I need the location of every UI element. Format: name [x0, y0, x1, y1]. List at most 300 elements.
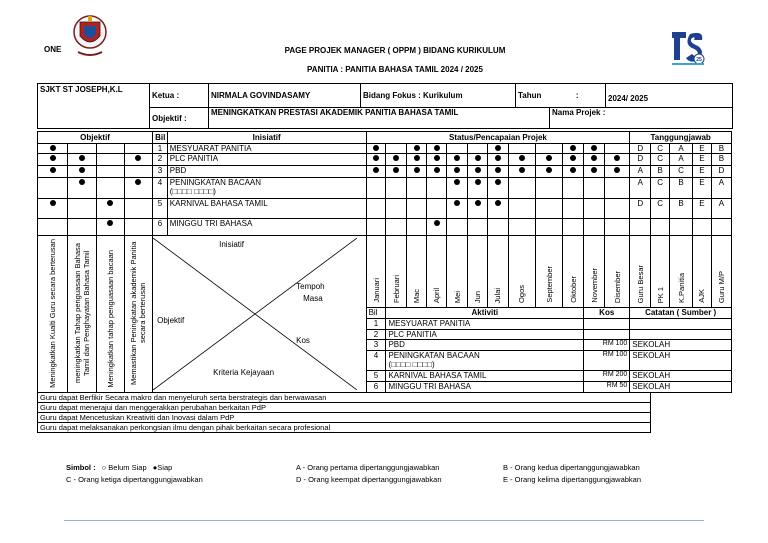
initiative-name-line1: PENINGKATAN BACAAN — [169, 178, 262, 187]
month-status-cell — [447, 166, 468, 178]
month-label: Disember — [612, 270, 622, 304]
siap-dot-icon — [434, 145, 440, 151]
month-status-cell — [605, 154, 630, 166]
diagram-tempoh-label: Tempoh — [296, 282, 325, 291]
activity-catatan: SEKOLAH — [630, 382, 732, 393]
initiative-name — [167, 219, 366, 236]
month-status-cell — [427, 219, 447, 236]
role-header-cell — [711, 236, 731, 308]
siap-dot-icon — [79, 155, 85, 161]
month-status-cell — [468, 144, 488, 154]
activity-catatan-header: Catatan ( Sumber ) — [630, 308, 732, 319]
activity-bil: 6 — [366, 382, 386, 393]
siap-dot-icon — [79, 179, 85, 185]
siap-dot-icon — [50, 200, 56, 206]
month-status-cell — [427, 144, 447, 154]
objective-vertical-text: Meningkatkan tahap penguasaan bacaan — [105, 250, 115, 388]
footer-divider — [64, 520, 704, 521]
tanggungjawab-cell: C — [651, 154, 670, 166]
month-status-cell — [407, 178, 427, 199]
activity-bil: 2 — [366, 329, 386, 340]
header-one-label: ONE — [44, 45, 62, 54]
diagram-inisiatif-label: Inisiatif — [219, 240, 245, 249]
month-status-cell — [536, 199, 563, 219]
siap-dot-icon — [373, 145, 379, 151]
month-status-cell — [468, 199, 488, 219]
activity-name — [386, 329, 584, 340]
tanggungjawab-cell: D — [630, 154, 651, 166]
role-label: Guru M/P — [716, 270, 726, 304]
siap-dot-icon — [519, 167, 525, 173]
siap-dot-icon — [373, 155, 379, 161]
month-status-cell — [536, 154, 563, 166]
objective-vertical-text: Memastikan Peningkatan akademik Panitia secara berterusan — [129, 241, 148, 385]
objective-vertical-cell — [124, 236, 152, 393]
month-header-cell — [487, 236, 508, 308]
month-label: Februari — [391, 275, 401, 304]
siap-dot-icon — [475, 179, 481, 185]
siap-dot-icon — [570, 145, 576, 151]
objective-vertical-cell — [68, 236, 96, 393]
activity-kos — [584, 318, 630, 329]
objective-mark-cell — [68, 144, 96, 154]
month-status-cell — [508, 154, 535, 166]
criteria-text: Guru dapat melaksanakan perkongsian ilmu dengan pihak berkaitan secara profesional — [38, 423, 651, 433]
objective-mark-cell — [124, 178, 152, 199]
timeline-header-row — [38, 236, 732, 308]
siap-dot-icon — [414, 145, 420, 151]
month-status-cell — [386, 178, 407, 199]
activity-name-line1: PLC PANITIA — [388, 329, 437, 339]
month-header-cell — [536, 236, 563, 308]
month-status-cell — [508, 219, 535, 236]
activity-kos: RM 100 — [584, 351, 630, 371]
objective-mark-cell — [68, 199, 96, 219]
tanggungjawab-cell: B — [711, 144, 731, 154]
initiative-bil: 4 — [153, 178, 168, 199]
initiative-row — [38, 178, 732, 199]
page-subtitle: PANITIA : PANITIA BAHASA TAMIL 2024 / 2025 — [307, 65, 483, 74]
month-status-cell — [366, 144, 386, 154]
tanggungjawab-cell: E — [693, 166, 712, 178]
siap-dot-icon — [570, 167, 576, 173]
tanggungjawab-cell: C — [651, 144, 670, 154]
activity-catatan: SEKOLAH — [630, 351, 732, 371]
initiative-bil: 3 — [153, 166, 168, 178]
siap-dot-icon — [135, 155, 141, 161]
initiative-name — [167, 178, 366, 199]
month-status-cell — [447, 178, 468, 199]
month-status-cell — [468, 166, 488, 178]
month-status-cell — [447, 199, 468, 219]
month-status-cell — [584, 178, 605, 199]
objective-mark-cell — [124, 154, 152, 166]
initiative-name — [167, 166, 366, 178]
month-status-cell — [563, 144, 584, 154]
month-status-cell — [386, 219, 407, 236]
objective-mark-cell — [38, 199, 68, 219]
sekolah-25-logo — [668, 26, 708, 66]
legend-a: A - Orang pertama dipertanggungjawabkan — [296, 463, 440, 472]
month-status-cell — [584, 219, 605, 236]
role-header-cell — [670, 236, 693, 308]
month-label: Ogos — [517, 285, 527, 304]
siap-dot-icon — [393, 167, 399, 173]
objective-mark-cell — [124, 166, 152, 178]
siap-dot-icon — [570, 155, 576, 161]
month-status-cell — [487, 178, 508, 199]
role-header-cell — [651, 236, 670, 308]
month-status-cell — [605, 219, 630, 236]
initiative-name — [167, 199, 366, 219]
objective-mark-cell — [96, 178, 124, 199]
legend-simbol — [66, 463, 172, 472]
criteria-row — [38, 413, 732, 423]
bil-column-header: Bil — [153, 132, 168, 144]
role-header-cell — [630, 236, 651, 308]
tanggungjawab-cell: E — [693, 199, 712, 219]
school-name: SJKT ST JOSEPH,K.L — [38, 84, 150, 129]
criteria-text: Guru dapat menerajui dan menggerakkan perubahan berkaitan PdP — [38, 403, 651, 413]
tanggungjawab-cell: D — [630, 144, 651, 154]
objective-mark-cell — [38, 144, 68, 154]
month-header-cell — [563, 236, 584, 308]
activity-bil: 3 — [366, 340, 386, 351]
initiative-bil: 1 — [153, 144, 168, 154]
month-status-cell — [508, 178, 535, 199]
month-status-cell — [487, 154, 508, 166]
month-status-cell — [468, 154, 488, 166]
initiative-name-line2: (□□□□ □□□□) — [169, 187, 216, 196]
activity-name — [386, 371, 584, 382]
objective-mark-cell — [38, 166, 68, 178]
month-label: September — [544, 266, 554, 304]
tanggungjawab-cell: E — [693, 178, 712, 199]
siap-dot-icon — [434, 155, 440, 161]
info-table — [37, 83, 733, 129]
month-status-cell — [468, 178, 488, 199]
tanggungjawab-cell: B — [651, 166, 670, 178]
siap-dot-icon — [614, 167, 620, 173]
siap-dot-icon — [50, 167, 56, 173]
siap-dot-icon — [495, 167, 501, 173]
tanggungjawab-cell: D — [711, 166, 731, 178]
initiative-name-line1: KARNIVAL BAHASA TAMIL — [169, 199, 268, 208]
objektif-value: MENINGKATKAN PRESTASI AKADEMIK PANITIA BAHASA TAMIL — [209, 108, 550, 129]
initiative-bil: 6 — [153, 219, 168, 236]
month-status-cell — [427, 178, 447, 199]
diagram-kriteria-label: Kriteria Kejayaan — [213, 368, 275, 377]
objective-vertical-cell — [38, 236, 68, 393]
initiative-row — [38, 144, 732, 154]
activity-name-line1: MINGGU TRI BAHASA — [388, 382, 471, 392]
legend-c: C - Orang ketiga dipertanggungjawabkan — [66, 475, 203, 484]
objective-mark-cell — [124, 199, 152, 219]
siap-dot-icon — [546, 167, 552, 173]
tanggungjawab-cell: C — [651, 199, 670, 219]
month-status-cell — [605, 199, 630, 219]
siap-dot-icon — [107, 220, 113, 226]
activity-name-line1: PBD — [388, 340, 405, 350]
siap-dot-icon — [495, 200, 501, 206]
objective-mark-cell — [68, 154, 96, 166]
month-status-cell — [386, 154, 407, 166]
month-header-cell — [468, 236, 488, 308]
objective-mark-cell — [68, 166, 96, 178]
activity-kos: RM 50 — [584, 382, 630, 393]
objective-mark-cell — [68, 178, 96, 199]
month-status-cell — [386, 199, 407, 219]
month-status-cell — [487, 144, 508, 154]
objective-mark-cell — [68, 219, 96, 236]
month-status-cell — [605, 166, 630, 178]
month-status-cell — [605, 144, 630, 154]
month-label: April — [432, 288, 442, 304]
tanggungjawab-cell: D — [630, 199, 651, 219]
tanggungjawab-cell — [693, 219, 712, 236]
siap-dot-icon — [454, 200, 460, 206]
objektif-label: Objektif : — [150, 108, 209, 129]
status-column-header: Status/Pencapaian Projek — [366, 132, 630, 144]
tanggungjawab-cell — [651, 219, 670, 236]
criteria-row — [38, 423, 732, 433]
role-label: PK 1 — [655, 286, 665, 304]
month-status-cell — [508, 166, 535, 178]
siap-dot-icon — [495, 145, 501, 151]
tanggungjawab-cell: B — [711, 154, 731, 166]
month-header-cell — [427, 236, 447, 308]
siap-dot-icon — [495, 179, 501, 185]
inisiatif-column-header: Inisiatif — [167, 132, 366, 144]
legend-simbol-label: Simbol : — [66, 463, 96, 472]
tanggungjawab-cell: A — [711, 199, 731, 219]
activity-catatan: SEKOLAH — [630, 371, 732, 382]
initiative-name — [167, 144, 366, 154]
month-status-cell — [427, 166, 447, 178]
diagram-masa-label: Masa — [303, 294, 323, 303]
activity-kos — [584, 329, 630, 340]
activity-kos-header: Kos — [584, 308, 630, 319]
objektif-column-header: Objektif — [38, 132, 153, 144]
siap-dot-icon — [393, 155, 399, 161]
oppm-grid — [37, 131, 732, 433]
siap-dot-icon — [475, 167, 481, 173]
siap-dot-icon — [454, 155, 460, 161]
siap-dot-icon — [50, 155, 56, 161]
role-label: K.Panitia — [676, 273, 686, 304]
month-header-cell — [584, 236, 605, 308]
role-label: Guru Besar — [635, 264, 645, 304]
month-label: November — [589, 268, 599, 304]
initiative-row — [38, 154, 732, 166]
month-label: Julai — [493, 287, 503, 304]
tanggungjawab-cell: A — [711, 178, 731, 199]
activity-kos: RM 200 — [584, 371, 630, 382]
month-status-cell — [366, 219, 386, 236]
role-label: AJK — [697, 289, 707, 304]
activity-name — [386, 318, 584, 329]
siap-dot-icon — [454, 167, 460, 173]
objective-mark-cell — [96, 199, 124, 219]
month-status-cell — [487, 166, 508, 178]
activity-name — [386, 340, 584, 351]
month-status-cell — [508, 199, 535, 219]
siap-dot-icon — [373, 167, 379, 173]
month-status-cell — [536, 178, 563, 199]
month-header-cell — [407, 236, 427, 308]
school-crest-logo — [72, 12, 108, 60]
month-label: Oktober — [568, 276, 578, 304]
activity-catatan — [630, 329, 732, 340]
objective-mark-cell — [96, 219, 124, 236]
month-status-cell — [536, 166, 563, 178]
page-title: PAGE PROJEK MANAGER ( OPPM ) BIDANG KURIKULUM — [284, 46, 506, 55]
month-label: Mei — [452, 290, 462, 304]
month-status-cell — [366, 154, 386, 166]
month-status-cell — [563, 166, 584, 178]
objective-vertical-text: meningkatkan Tahap penguasaan Bahasa Tamil dan Penghayatan Bahasa Tamil — [72, 243, 91, 383]
objective-mark-cell — [38, 219, 68, 236]
month-status-cell — [487, 199, 508, 219]
month-header-cell — [447, 236, 468, 308]
siap-dot-icon — [50, 145, 56, 151]
siap-dot-icon — [107, 200, 113, 206]
tanggungjawab-cell: C — [670, 166, 693, 178]
activity-name-line1: PENINGKATAN BACAAN — [388, 351, 480, 361]
month-status-cell — [563, 178, 584, 199]
activity-name — [386, 351, 584, 371]
activity-bil: 5 — [366, 371, 386, 382]
month-status-cell — [447, 144, 468, 154]
siap-dot-icon — [434, 220, 440, 226]
month-status-cell — [386, 144, 407, 154]
month-status-cell — [563, 199, 584, 219]
month-status-cell — [487, 219, 508, 236]
criteria-text: Guru dapat Berfikir Secara makro dan menyeluruh serta berstrategis dan berwawasan — [38, 393, 651, 403]
month-status-cell — [407, 219, 427, 236]
objective-mark-cell — [96, 144, 124, 154]
siap-dot-icon — [414, 167, 420, 173]
month-status-cell — [407, 144, 427, 154]
legend-d: D - Orang keempat dipertanggungjawabkan — [296, 475, 442, 484]
oppm-diagram-cell — [153, 236, 366, 393]
month-status-cell — [366, 199, 386, 219]
siap-dot-icon — [135, 179, 141, 185]
objective-mark-cell — [124, 144, 152, 154]
month-label: Januari — [371, 278, 381, 304]
siap-dot-icon — [79, 167, 85, 173]
activity-name-line1: KARNIVAL BAHASA TAMIL — [388, 371, 487, 381]
initiative-bil: 2 — [153, 154, 168, 166]
siap-dot-icon — [475, 155, 481, 161]
month-status-cell — [508, 144, 535, 154]
activity-name-line1: MESYUARAT PANITIA — [388, 318, 471, 328]
month-header-cell — [508, 236, 535, 308]
activity-bil-header: Bil — [366, 308, 386, 319]
tahun-value: 2024/ 2025 — [606, 84, 733, 108]
tanggungjawab-cell: E — [693, 154, 712, 166]
initiative-name-line1: MESYUARAT PANITIA — [169, 144, 252, 153]
initiative-name — [167, 154, 366, 166]
role-header-cell — [693, 236, 712, 308]
tanggungjawab-cell — [670, 219, 693, 236]
tanggungjawab-cell: A — [670, 154, 693, 166]
siap-dot-icon — [454, 179, 460, 185]
legend-belum-siap: ○ Belum Siap — [101, 463, 147, 472]
legend-e: E - Orang kelima dipertanggungjawabkan — [503, 475, 641, 484]
month-status-cell — [584, 144, 605, 154]
criteria-text: Guru dapat Mencetuskan Kreativiti dan Inovasi dalam PdP — [38, 413, 651, 423]
criteria-row — [38, 393, 732, 403]
month-status-cell — [563, 154, 584, 166]
siap-dot-icon — [591, 155, 597, 161]
tahun-colon: : — [550, 84, 606, 108]
objective-vertical-text: Meningkatkan Kualti Guru secara berterusan — [48, 239, 58, 388]
siap-dot-icon — [495, 155, 501, 161]
month-status-cell — [605, 178, 630, 199]
tanggungjawab-cell — [711, 219, 731, 236]
diagram-kos-label: Kos — [296, 336, 310, 345]
objective-vertical-cell — [96, 236, 124, 393]
objective-mark-cell — [96, 166, 124, 178]
month-label: Mac — [412, 288, 422, 304]
activity-bil: 1 — [366, 318, 386, 329]
month-status-cell — [468, 219, 488, 236]
month-status-cell — [427, 154, 447, 166]
tanggungjawab-cell: B — [670, 178, 693, 199]
tanggungjawab-cell: A — [670, 144, 693, 154]
svg-text:25: 25 — [696, 57, 702, 63]
siap-dot-icon — [614, 155, 620, 161]
activity-name-line2: (□□□□ □□□□) — [388, 360, 435, 370]
activity-kos: RM 100 — [584, 340, 630, 351]
objective-mark-cell — [38, 154, 68, 166]
tanggungjawab-cell: E — [693, 144, 712, 154]
siap-dot-icon — [519, 155, 525, 161]
activity-bil: 4 — [366, 351, 386, 371]
initiative-row — [38, 199, 732, 219]
nama-projek-label: Nama Projek : — [550, 108, 733, 129]
tanggungjawab-cell: A — [630, 166, 651, 178]
month-status-cell — [447, 219, 468, 236]
siap-dot-icon — [414, 155, 420, 161]
month-status-cell — [584, 166, 605, 178]
criteria-row — [38, 403, 732, 413]
siap-dot-icon — [475, 200, 481, 206]
month-status-cell — [447, 154, 468, 166]
tanggungjawab-cell: B — [670, 199, 693, 219]
ketua-label: Ketua : — [150, 84, 209, 108]
month-status-cell — [407, 166, 427, 178]
month-label: Jun — [473, 290, 482, 304]
month-status-cell — [366, 178, 386, 199]
tanggungjawab-column-header: Tanggungjawab — [630, 132, 732, 144]
month-status-cell — [427, 199, 447, 219]
activity-catatan — [630, 318, 732, 329]
siap-dot-icon — [546, 155, 552, 161]
objective-mark-cell — [96, 154, 124, 166]
tahun-label: Tahun — [516, 84, 550, 108]
initiative-row — [38, 166, 732, 178]
bidang-fokus-label: Bidang Fokus : Kurikulum — [361, 84, 516, 108]
tanggungjawab-cell — [630, 219, 651, 236]
initiative-bil: 5 — [153, 199, 168, 219]
month-status-cell — [584, 154, 605, 166]
legend-b: B - Orang kedua dipertanggungjawabkan — [503, 463, 640, 472]
activity-catatan: SEKOLAH — [630, 340, 732, 351]
objective-mark-cell — [38, 178, 68, 199]
month-status-cell — [366, 166, 386, 178]
